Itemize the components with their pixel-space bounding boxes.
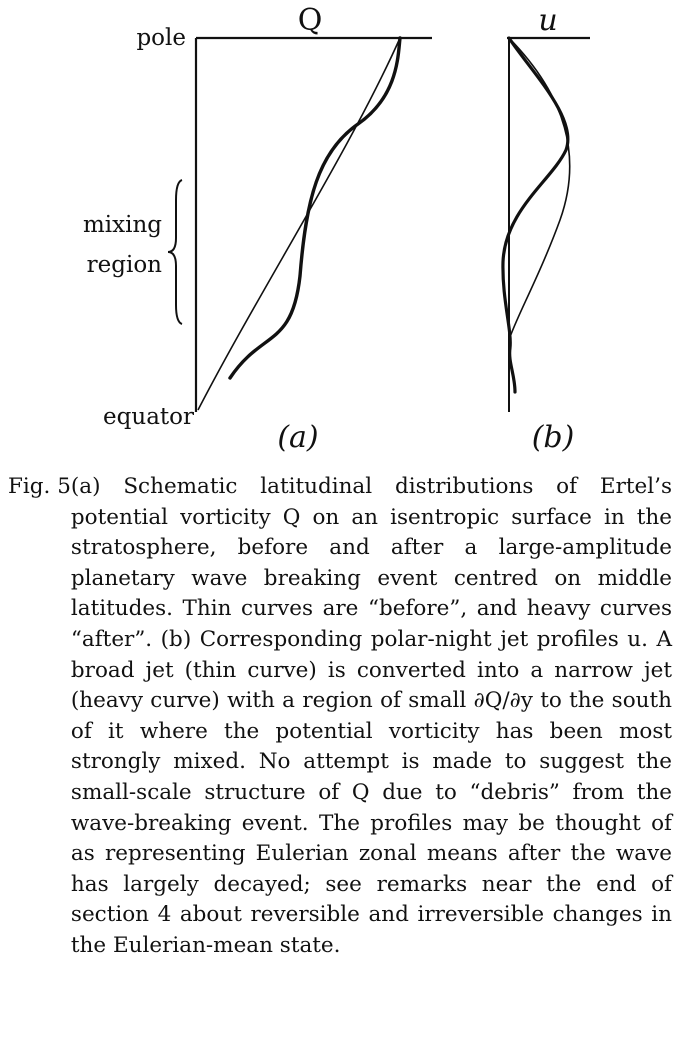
q-after-curve [230, 38, 400, 378]
equator-label: equator [103, 404, 194, 430]
figure-5 [0, 0, 684, 460]
u-axis-label: u [538, 3, 558, 38]
panel-a-label: (a) [277, 420, 319, 455]
pole-label: pole [136, 25, 186, 51]
panel-b [503, 3, 590, 455]
u-after-curve [503, 38, 568, 392]
region-label: region [86, 252, 162, 278]
u-before-curve [509, 38, 570, 340]
figure-number: Fig. 5 [8, 474, 71, 499]
mixing-label: mixing [82, 212, 162, 238]
panel-a [83, 3, 432, 455]
caption-text: (a) Schematic latitudinal distributions of Ertel’s potential vorticity Q on an isentropic surface in the stratosphere, before and after a large-amplitude planetary wave breaking event centred on middle latitudes. Thin curves are “before”, and heavy curves “after”. (b) Corresponding polar-night jet profiles u. A broad jet (thin curve) is converted into a narrow jet (heavy curve) with a region of small ∂Q/∂y to the south of it where the potential vorticity has been most strongly mixed. No attempt is made to suggest the small-scale structure of Q due to “debris” from the wave-breaking event. The profiles may be thought of as representing Eulerian zonal means after the wave has largely decayed; see remarks near the end of section 4 about reversible and irreversible changes in the Eulerian-mean state. [70, 474, 672, 958]
q-axis-label: Q [297, 3, 323, 38]
figure-caption [8, 472, 672, 962]
mixing-region-brace [168, 180, 182, 324]
panel-b-label: (b) [531, 420, 575, 455]
q-before-curve [198, 38, 400, 410]
